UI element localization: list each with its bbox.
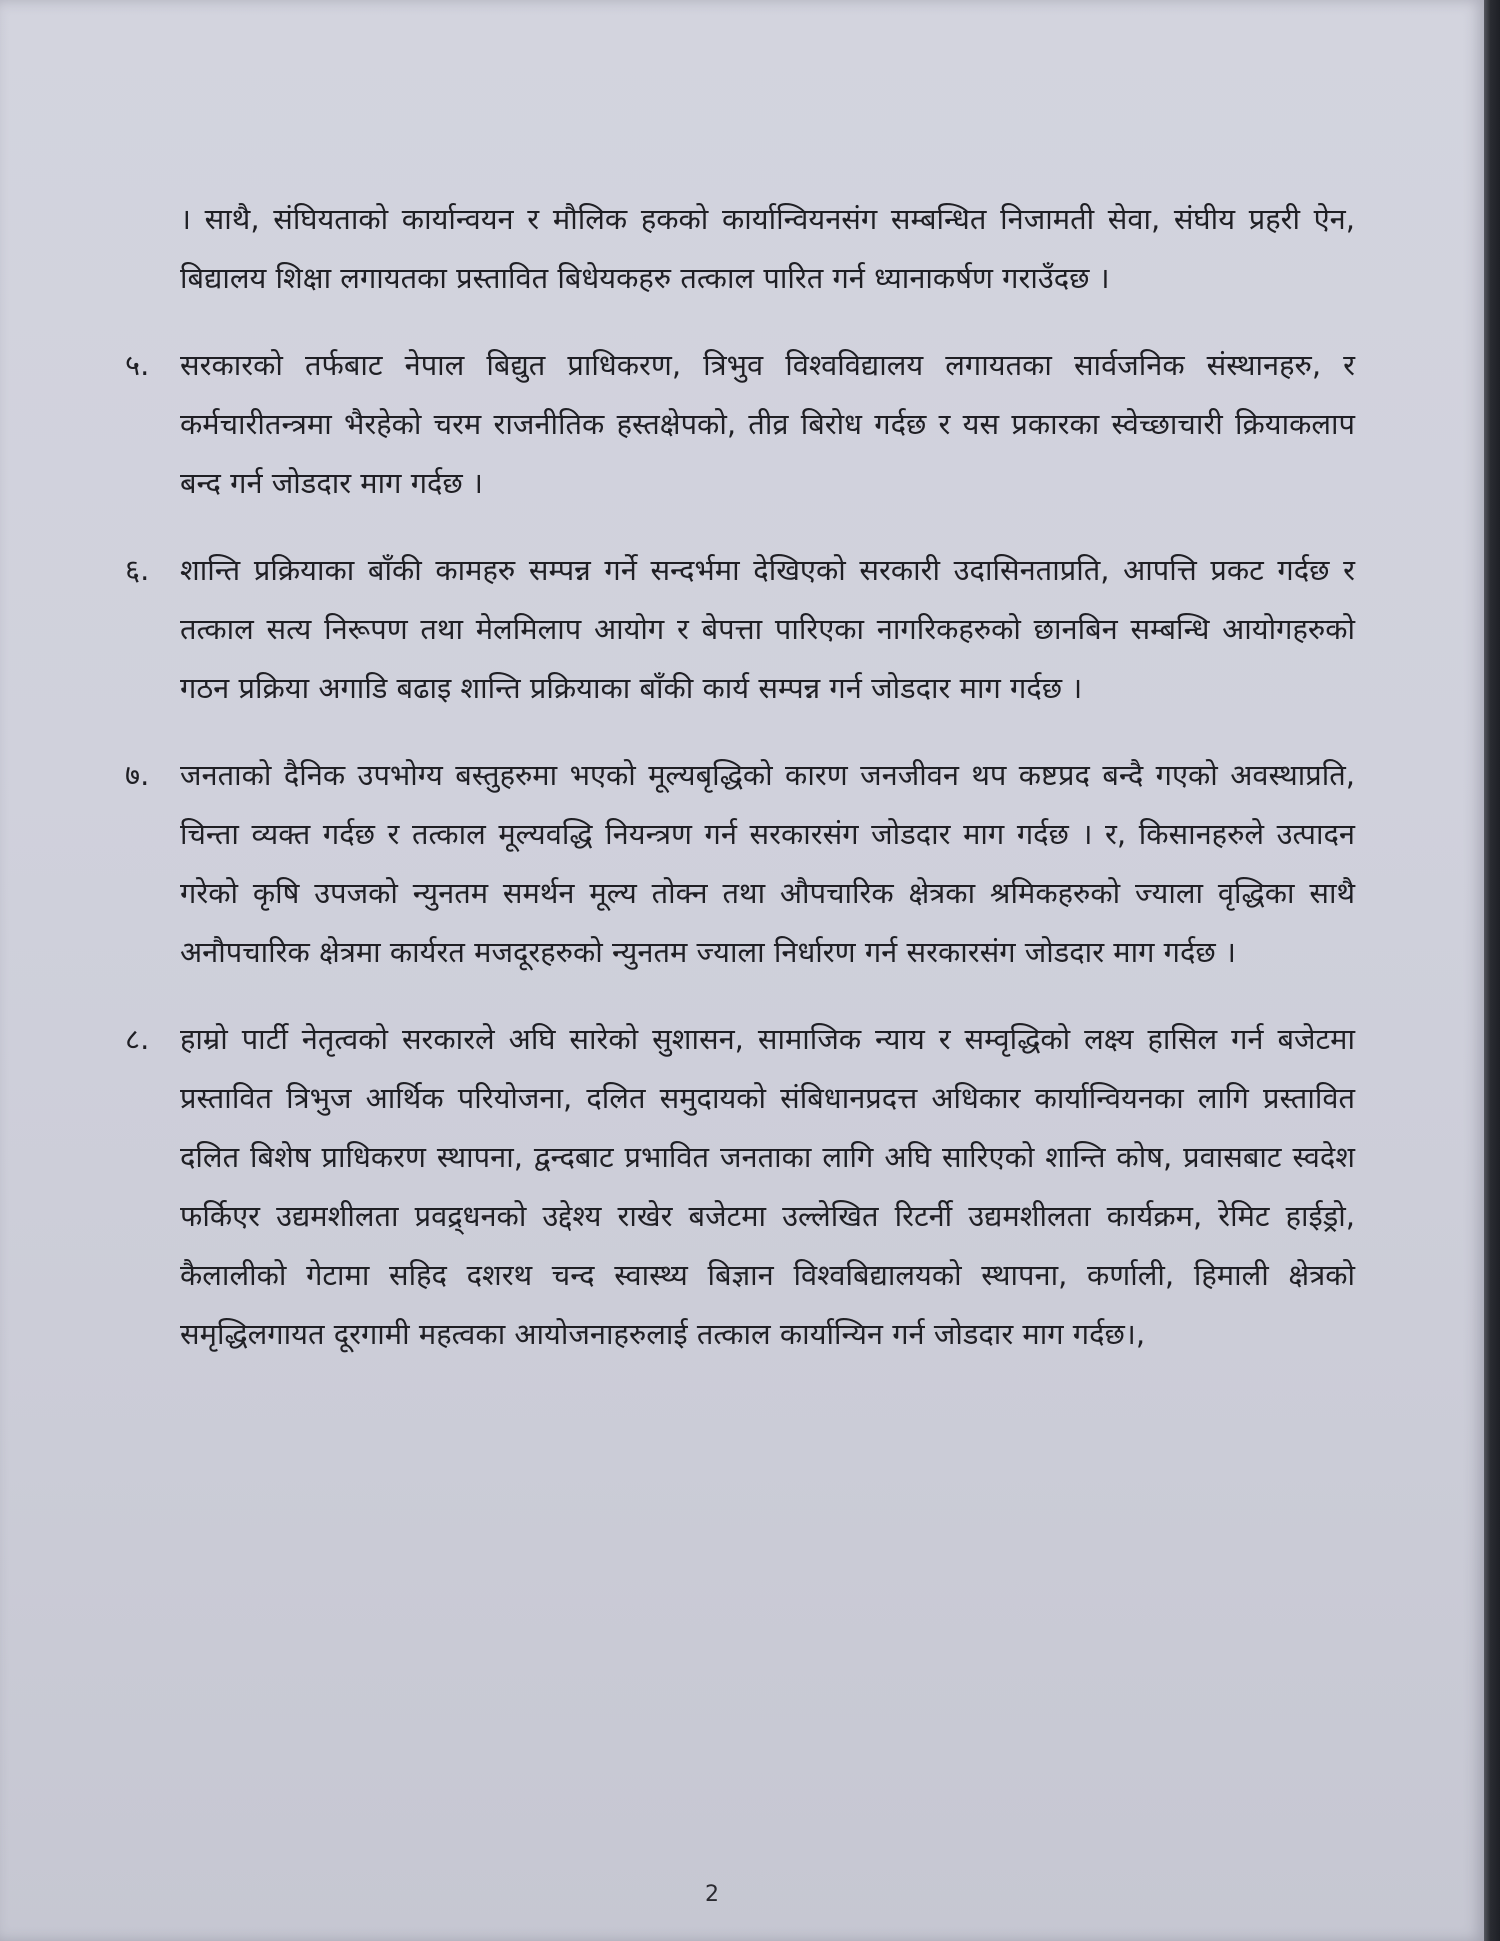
list-item-5 bbox=[125, 336, 1355, 513]
item-text: हाम्रो पार्टी नेतृत्वको सरकारले अघि सारेको सुशासन, सामाजिक न्याय र सम्वृद्धिको लक्ष्य हासिल गर्न बजेटमा प्रस्तावित त्रिभुज आर्थिक परियोजना, दलित समुदायको संबिधानप्रदत्त अधिकार कार्यान्वियनका लागि प्रस्तावित दलित बिशेष प्राधिकरण स्थापना, द्वन्दबाट प्रभावित जनताका लागि अघि सारिएको शान्ति कोष, प्रवासबाट स्वदेश फर्किएर उद्यमशीलता प्रवद्र्धनको उद्देश्य राखेर बजेटमा उल्लेखित रिटर्नी उद्यमशीलता कार्यक्रम, रेमिट हाईड्रो, कैलालीको गेटामा सहिद दशरथ चन्द स्वास्थ्य बिज्ञान विश्वबिद्यालयको स्थापना, कर्णाली, हिमाली क्षेत्रको समृद्धिलगायत दूरगामी महत्वका आयोजनाहरुलाई तत्काल कार्यान्यिन गर्न जोडदार माग गर्दछ।, bbox=[180, 1022, 1355, 1351]
item-text: जनताको दैनिक उपभोग्य बस्तुहरुमा भएको मूल्यबृद्धिको कारण जनजीवन थप कष्टप्रद बन्दै गएको अवस्थाप्रति, चिन्ता व्यक्त गर्दछ र तत्काल मूल्यवद्धि नियन्त्रण गर्न सरकारसंग जोडदार माग गर्दछ । र, किसानहरुले उत्पादन गरेको कृषि उपजको न्युनतम समर्थन मूल्य तोक्न तथा औपचारिक क्षेत्रका श्रमिकहरुको ज्याला वृद्धिका साथै अनौपचारिक क्षेत्रमा कार्यरत मजदूरहरुको न्युनतम ज्याला निर्धारण गर्न सरकारसंग जोडदार माग गर्दछ । bbox=[180, 758, 1355, 969]
list-item-8 bbox=[125, 1010, 1355, 1364]
item-text: शान्ति प्रक्रियाका बाँकी कामहरु सम्पन्न गर्ने सन्दर्भमा देखिएको सरकारी उदासिनताप्रति, आपत्ति प्रकट गर्दछ र तत्काल सत्य निरूपण तथा मेलमिलाप आयोग र बेपत्ता पारिएका नागरिकहरुको छानबिन सम्बन्धि आयोगहरुको गठन प्रक्रिया अगाडि बढाइ शान्ति प्रक्रियाका बाँकी कार्य सम्पन्न गर्न जोडदार माग गर्दछ । bbox=[180, 553, 1355, 705]
list-item-6 bbox=[125, 541, 1355, 718]
document-body bbox=[125, 190, 1355, 1392]
item-number: ७. bbox=[125, 758, 150, 792]
list-item-7 bbox=[125, 746, 1355, 982]
item-text: सरकारको तर्फबाट नेपाल बिद्युत प्राधिकरण, त्रिभुव विश्वविद्यालय लगायतका सार्वजनिक संस्थानहरु, र कर्मचारीतन्त्रमा भैरहेको चरम राजनीतिक हस्तक्षेपको, तीव्र बिरोध गर्दछ र यस प्रकारका स्वेच्छाचारी क्रियाकलाप बन्द गर्न जोडदार माग गर्दछ । bbox=[180, 348, 1355, 500]
item-number: ८. bbox=[125, 1022, 150, 1056]
item-number: ६. bbox=[125, 553, 150, 587]
item-number: ५. bbox=[125, 348, 150, 382]
page-number: 2 bbox=[705, 1882, 719, 1907]
intro-paragraph: । साथै, संघियताको कार्यान्वयन र मौलिक हकको कार्यान्वियनसंग सम्बन्धित निजामती सेवा, संघीय प्रहरी ऐन, बिद्यालय शिक्षा लगायतका प्रस्तावित बिधेयकहरु तत्काल पारित गर्न ध्यानाकर्षण गराउँदछ । bbox=[180, 202, 1355, 295]
page-edge-shadow bbox=[1484, 0, 1500, 1941]
